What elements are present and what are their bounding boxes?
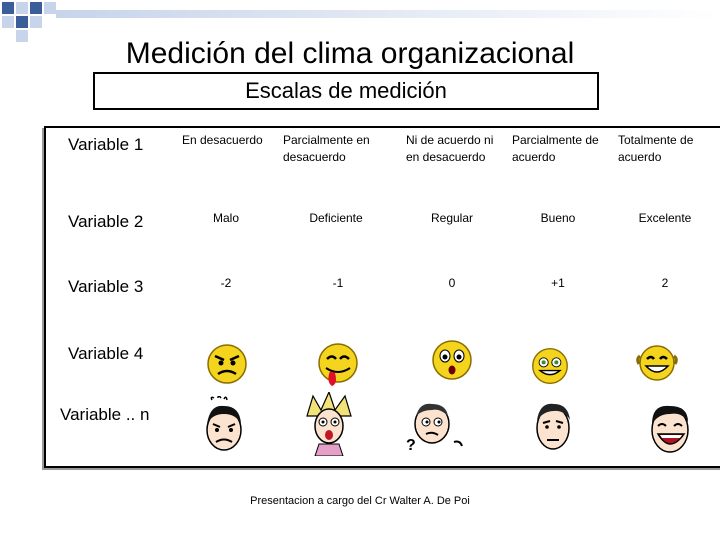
scale-cell-ni-de-acuerdo: Ni de acuerdo ni en desacuerdo bbox=[406, 133, 494, 164]
scale-cell-deficiente: Deficiente bbox=[309, 211, 363, 225]
scale-cell-parcialmente-de-acuerdo: Parcialmente de acuerdo bbox=[512, 133, 599, 164]
scale-cell-excelente: Excelente bbox=[638, 211, 692, 225]
scale-cell-plus-2: 2 bbox=[661, 276, 669, 290]
row-label-variable-n: Variable .. n bbox=[60, 405, 150, 424]
row-label-variable-4: Variable 4 bbox=[68, 344, 144, 363]
scale-cell-plus-1: +1 bbox=[551, 276, 565, 290]
frustrated-man-icon bbox=[198, 396, 250, 456]
row-label-variable-3: Variable 3 bbox=[68, 277, 144, 296]
row-label-variable-2: Variable 2 bbox=[68, 212, 144, 231]
scale-cell-minus-1: -1 bbox=[332, 276, 344, 290]
row-label-variable-1: Variable 1 bbox=[68, 135, 144, 154]
grinning-smiley-icon bbox=[530, 346, 570, 386]
scale-cell-regular: Regular bbox=[430, 211, 474, 225]
svg-text:?: ? bbox=[406, 437, 416, 454]
shocked-woman-icon bbox=[303, 392, 355, 456]
slide-title: Medición del clima organizacional bbox=[125, 37, 575, 70]
slide-footer: Presentacion a cargo del Cr Walter A. De Poi bbox=[250, 495, 470, 507]
laughing-smiley-icon bbox=[635, 342, 679, 386]
scale-cell-en-desacuerdo: En desacuerdo bbox=[182, 133, 263, 147]
annoyed-man-icon bbox=[530, 398, 576, 456]
scale-cell-totalmente-de-acuerdo: Totalmente de acuerdo bbox=[618, 133, 694, 164]
laughing-man-icon bbox=[644, 400, 696, 458]
angry-smiley-icon bbox=[205, 342, 249, 386]
surprised-smiley-icon bbox=[430, 338, 474, 382]
tongue-out-smiley-icon bbox=[316, 342, 360, 388]
scale-cell-minus-2: -2 bbox=[220, 276, 232, 290]
scale-cell-parcialmente-en-desacuerdo: Parcialmente en desacuerdo bbox=[283, 133, 370, 164]
slide-subtitle: Escalas de medición bbox=[93, 72, 599, 110]
scale-cell-malo: Malo bbox=[212, 211, 239, 225]
scale-cell-zero: 0 bbox=[448, 276, 456, 290]
confused-man-icon bbox=[404, 396, 466, 456]
scale-cell-bueno: Bueno bbox=[540, 211, 576, 225]
